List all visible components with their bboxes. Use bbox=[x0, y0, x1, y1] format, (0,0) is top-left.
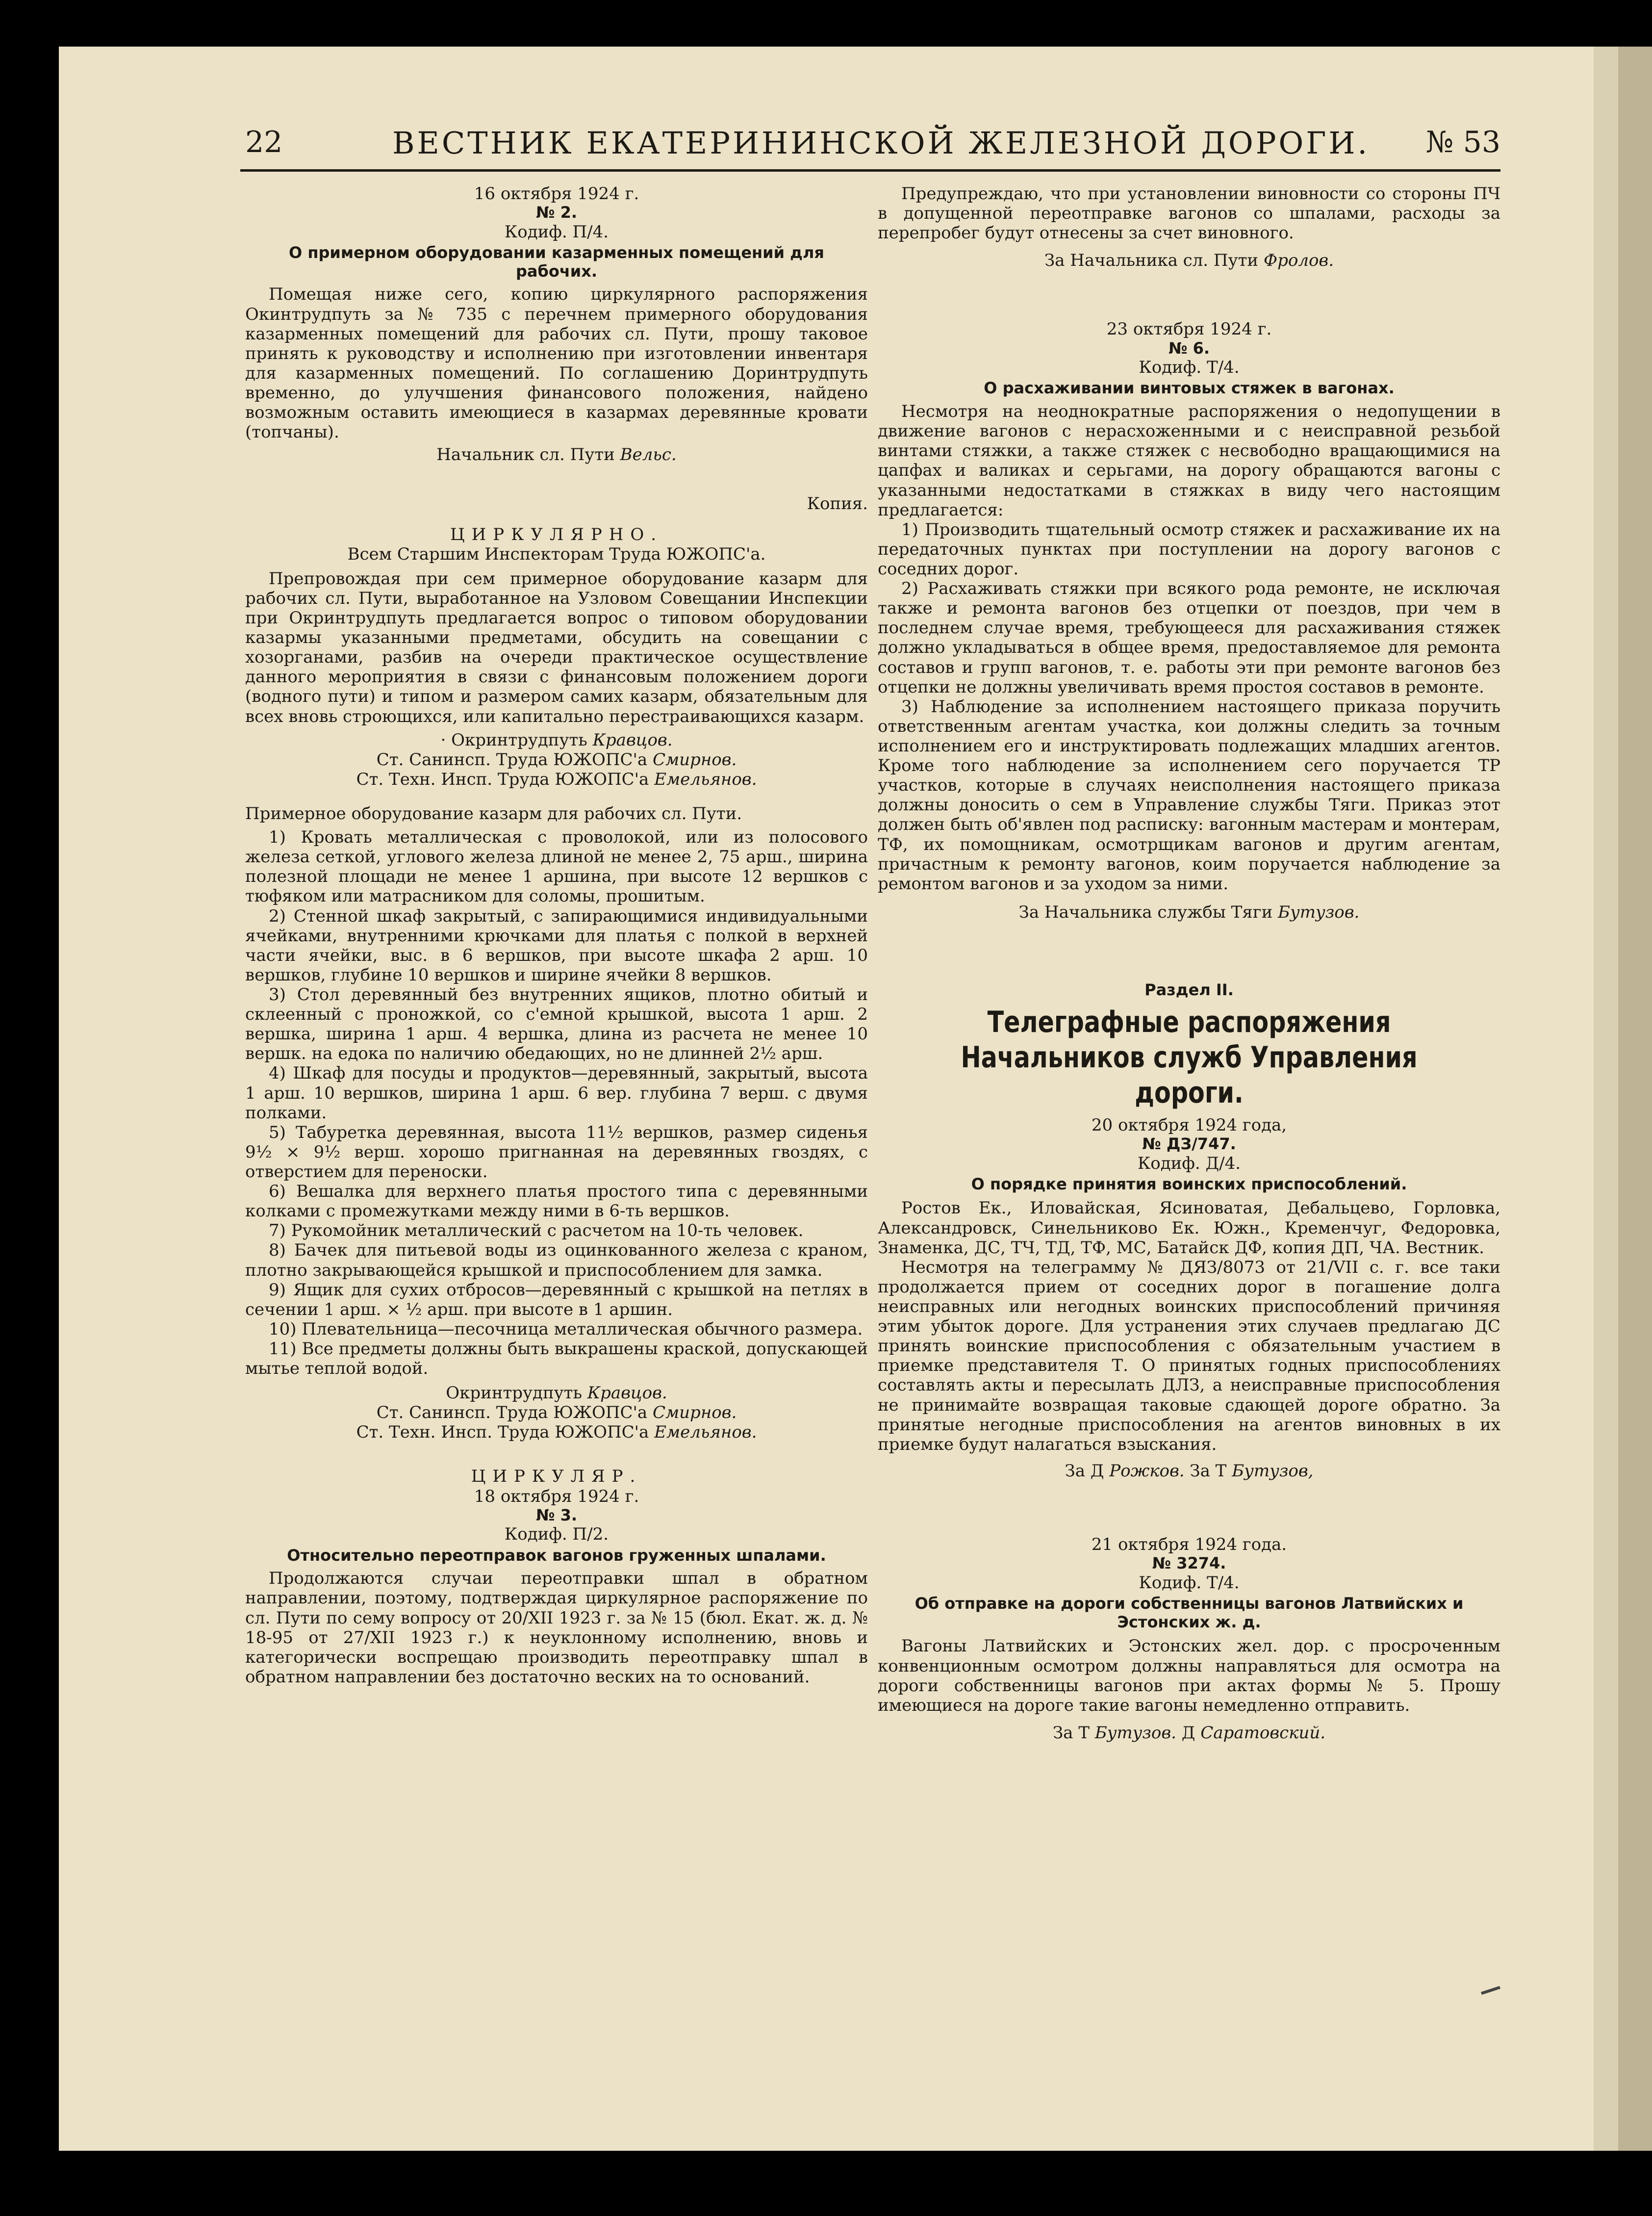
article-title: Об отправке на дороги собственницы вагонов Латвийских и Эстонских ж. д. bbox=[915, 1594, 1464, 1631]
signature bbox=[878, 1723, 1500, 1743]
article-number: № 3274. bbox=[1152, 1554, 1226, 1573]
section-label: Раздел II. bbox=[1144, 980, 1234, 999]
signature-role: За Т bbox=[1190, 1461, 1227, 1481]
signature bbox=[245, 1403, 868, 1422]
signature bbox=[878, 251, 1500, 270]
signature-role: За Начальника службы Тяги bbox=[1018, 902, 1273, 922]
article-text: Предупреждаю, что при установлении виновности со стороны ПЧ в допущенной переотправке вагонов со шпалами, расходы за перепробег будут отнесены за счет виновного. bbox=[878, 184, 1500, 243]
list-item: 3) Стол деревянный без внутренних ящиков, плотно обитый и склеенный с проножкой, со с'емной крышкой, высота 1 арш. 2 вершка, ширина 1 арш. 4 вершка, длина из расчета не менее 10 вершк. на едока по наличию обедающих, но не длинней 2½ арш. bbox=[245, 984, 868, 1064]
signature-name: Саратовский. bbox=[1200, 1723, 1326, 1743]
signature bbox=[245, 445, 868, 464]
signature-name: Вельс. bbox=[620, 445, 677, 465]
circular-text: Препровождая при сем примерное оборудование казарм для рабочих сл. Пути, выработанное на Узловом Совещании Инспекции при Окринтрудпуть предлагается вопрос о типовом оборудовании казармы указанными предметами, обсудить на совещании с хозорганами, разбив на очереди практическое осуществление данного мероприятия в связи с финансовым положением дороги (водного пути) и типом и размером самих казарм, обязательным для всех вновь строющихся, или капитально перестраивающихся казарм. bbox=[245, 568, 868, 726]
circular-heading: ЦИРКУЛЯР. bbox=[471, 1467, 642, 1487]
signature-role: За Т bbox=[1052, 1723, 1090, 1743]
article-title: О расхаживании винтовых стяжек в вагонах. bbox=[984, 379, 1395, 398]
signature bbox=[245, 1383, 868, 1403]
signature-name: Смирнов. bbox=[652, 749, 737, 770]
list-item: 9) Ящик для сухих отбросов—деревянный с крышкой на петлях в сечении 1 арш. × ½ арш. при высоте в 1 аршин. bbox=[245, 1280, 868, 1319]
signature-role: Ст. Санинсп. Труда ЮЖОПС'а bbox=[376, 1403, 648, 1423]
signature bbox=[878, 1461, 1500, 1481]
circular-heading: ЦИРКУЛЯРНО. bbox=[450, 524, 663, 544]
signature-role: За Начальника сл. Пути bbox=[1044, 251, 1259, 271]
right-column bbox=[878, 184, 1500, 1743]
article-date: 16 октября 1924 г. bbox=[474, 184, 639, 204]
section-title: Телеграфные распоряжения Начальников служб Управления дороги. bbox=[961, 1005, 1418, 1110]
article-number: № ДЗ/747. bbox=[1142, 1134, 1236, 1153]
recipients-list: Ростов Ек., Иловайская, Ясиноватая, Дебальцево, Горловка, Александровск, Синельниково Ек. Южн., Кременчуг, Федоровка, Знаменка, ДС, ТЧ, ТД, ТФ, МС, Батайск ДФ, копия ДП, ЧА. Вестник. bbox=[878, 1198, 1500, 1258]
signature-name: Кравцов. bbox=[587, 1383, 667, 1403]
article-number: № 2. bbox=[535, 203, 578, 222]
article-date: 18 октября 1924 г. bbox=[474, 1486, 639, 1506]
signature-role: Начальник сл. Пути bbox=[436, 445, 615, 465]
article-text: Вагоны Латвийских и Эстонских жел. дор. с просроченным конвенционным осмотром должны направляться для осмотра на дороги собственницы вагонов при актах формы № 5. Прошу имеющиеся на дороге такие вагоны немедленно отправить. bbox=[878, 1636, 1500, 1715]
list-title: Примерное оборудование казарм для рабочих сл. Пути. bbox=[245, 803, 742, 824]
article-code: Кодиф. П/2. bbox=[504, 1524, 609, 1545]
article-number: № 3. bbox=[535, 1505, 578, 1524]
list-item: 4) Шкаф для посуды и продуктов—деревянный, закрытый, высота 1 арш. 10 вершков, ширина 1 арш. 6 вер. глубина 7 верш. с двумя полками. bbox=[245, 1063, 868, 1123]
page-number: 22 bbox=[245, 125, 283, 159]
signature-name: Бутузов. bbox=[1278, 902, 1360, 922]
list-item: 8) Бачек для питьевой воды из оцинкованного железа с краном, плотно закрывающейся крышкой и приспособлением для замка. bbox=[245, 1240, 868, 1280]
article-text: Продолжаются случаи переотправки шпал в обратном направлении, поэтому, подтверждая циркулярное распоряжение по сл. Пути по сему вопросу от 20/XII 1923 г. за № 15 (бюл. Екат. ж. д. № 18-95 от 27/XII 1923 г.) к неуклонному исполнению, вновь и категорически воспрещаю производить переотправку шпал в обратном направлении без достаточно веских на то оснований. bbox=[245, 1569, 868, 1687]
list-item: 10) Плевательница—песочница металлическая обычного размера. bbox=[269, 1319, 863, 1339]
article-date: 20 октября 1924 года, bbox=[1091, 1115, 1287, 1135]
signature-name: Бутузов. bbox=[1094, 1723, 1176, 1743]
list-item: 2) Стенной шкаф закрытый, с запирающимися индивидуальными ячейками, внутренними крючками для платья с полкой в верхней части ячейки, выс. в 6 вершков, при высоте шкафа 2 арш. 10 вершков, глубине 10 вершков и ширине ячейки 8 вершков. bbox=[245, 906, 868, 985]
signature-name: Смирнов. bbox=[652, 1403, 737, 1423]
signature bbox=[245, 750, 868, 770]
header-rule bbox=[240, 169, 1500, 172]
article-paragraph: 3) Наблюдение за исполнением настоящего приказа поручить ответственным агентам участка, кои должны следить за точным исполнением его и инструктировать подлежащих младших агентов. Кроме того наблюдение за исполнением сего поручается ТР участков, которые в случаях неисполнения настоящего приказа должны доносить о сем в Управление службы Тяги. Приказ этот должен быть об'явлен под расписку: вагонным мастерам и монтерам, ТФ, их помощникам, осмотрщикам вагонов и другим агентам, причастным к ремонту вагонов, коим поручается наблюдение за ремонтом вагонов и за уходом за ними. bbox=[878, 696, 1500, 894]
page-edge-shadow bbox=[1618, 47, 1652, 2151]
list-item: 7) Рукомойник металлический с расчетом на 10-ть человек. bbox=[269, 1221, 804, 1241]
article-title: Относительно переотправок вагонов груженных шпалами. bbox=[287, 1546, 826, 1565]
signature-role: Ст. Санинсп. Труда ЮЖОПС'а bbox=[376, 749, 648, 770]
copy-label: Копия. bbox=[807, 494, 868, 514]
signature-role: Ст. Техн. Инсп. Труда ЮЖОПС'а bbox=[356, 769, 649, 789]
signature-name: Фролов. bbox=[1263, 251, 1334, 271]
signature-role: За Д bbox=[1065, 1461, 1104, 1481]
article-code: Кодиф. Т/4. bbox=[1139, 358, 1240, 378]
signature bbox=[245, 770, 868, 789]
journal-title: ВЕСТНИК ЕКАТЕРИНИНСКОЙ ЖЕЛЕЗНОЙ ДОРОГИ. bbox=[392, 125, 1370, 161]
article-text: Несмотря на неоднократные распоряжения о недопущении в движение вагонов с нерасхоженными и с неисправной резьбой винтами стяжки, а также стяжек с несвободно вращающимися на цапфах и валиках и серьгами, на дорогу обращаются вагоны с указанными недостатками в стяжках в виду чего настоящим предлагается: bbox=[878, 402, 1500, 520]
signature bbox=[878, 902, 1500, 922]
list-item: 6) Вешалка для верхнего платья простого типа с деревянными колками с промежутками между ними в 6-ть вершков. bbox=[245, 1182, 868, 1221]
article-text: Несмотря на телеграмму № ДЯЗ/8073 от 21/VII с. г. все таки продолжается прием от соседних дорог в погашение долга неисправных или негодных воинских приспособлений причиняя этим убыток дороге. Для устранения этих случаев предлагаю ДС принять воинские приспособления с обязательным участием в приемке представителя Т. О принятых годных приспособлениях составлять акты и пересылать ДЛЗ, а неисправные приспособления не принимайте возвращая таковые сдающей дороге обратно. За принятые негодные приспособления на агентов виновных в их приемке будут налагаться взыскания. bbox=[878, 1257, 1500, 1454]
list-item: 11) Все предметы должны быть выкрашены краской, допускающей мытье теплой водой. bbox=[245, 1339, 868, 1379]
article-code: Кодиф. Т/4. bbox=[1139, 1572, 1240, 1593]
list-item: 1) Кровать металлическая с проволокой, или из полосового железа сеткой, углового железа длиной не менее 2, 75 арш., ширина полезной площади не менее 1 аршина, при высоте 12 вершков с тюфяком или матрасником для соломы, прошитым. bbox=[245, 827, 868, 906]
article-paragraph: 2) Расхаживать стяжки при всякого рода ремонте, не исключая также и ремонта вагонов без отцепки от поездов, при чем в последнем случае время, требующееся для расхаживания стяжек должно укладываться в общее время, предоставляемое для ремонта составов и групп вагонов, т. е. работы эти при ремонте вагонов без отцепки не должны увеличивать время простоя составов в ремонте. bbox=[878, 579, 1500, 697]
signature-role: Окринтрудпуть bbox=[446, 1383, 582, 1403]
article-number: № 6. bbox=[1168, 338, 1210, 358]
signature-name: Бутузов, bbox=[1232, 1461, 1314, 1481]
article-title: О порядке принятия воинских приспособлений. bbox=[971, 1174, 1407, 1193]
article-date: 23 октября 1924 г. bbox=[1106, 319, 1272, 339]
signature bbox=[245, 730, 868, 750]
left-column bbox=[245, 184, 868, 1687]
signature-name: Рожков. bbox=[1109, 1461, 1185, 1481]
article-code: Кодиф. П/4. bbox=[504, 222, 609, 242]
signature-name: Кравцов. bbox=[592, 730, 673, 750]
signature bbox=[245, 1422, 868, 1442]
article-title: О примерном оборудовании казарменных помещений для рабочих. bbox=[289, 243, 824, 281]
signature-role: Д bbox=[1181, 1723, 1195, 1743]
article-text: Помещая ниже сего, копию циркулярного распоряжения Окинтрудпуть за № 735 с перечнем примерного оборудования казарменных помещений для рабочих сл. Пути, прошу таковое принять к руководству и исполнению при изготовлении инвентаря для казарменных помещений. По соглашению Доринтрудпуть временно, до улучшения финансового положения, найдено возможным оставить имеющиеся в казармах деревянные кровати (топчаны). bbox=[245, 284, 868, 442]
article-date: 21 октября 1924 года. bbox=[1091, 1535, 1287, 1554]
page-header bbox=[245, 125, 1500, 164]
article-code: Кодиф. Д/4. bbox=[1137, 1153, 1241, 1173]
circular-addressee: Всем Старшим Инспекторам Труда ЮЖОПС'а. bbox=[347, 544, 766, 564]
signature-name: Емельянов. bbox=[654, 1422, 757, 1443]
article-paragraph: 1) Производить тщательный осмотр стяжек и расхаживание их на передаточных пунктах при поступлении на дорогу вагонов с соседних дорог. bbox=[878, 519, 1500, 579]
signature-name: Емельянов. bbox=[654, 769, 757, 789]
signature-role: Ст. Техн. Инсп. Труда ЮЖОПС'а bbox=[356, 1422, 649, 1443]
signature-role: · Окринтрудпуть bbox=[440, 730, 587, 750]
issue-number: № 53 bbox=[1425, 125, 1500, 159]
list-item: 5) Табуретка деревянная, высота 11½ вершков, размер сиденья 9½ × 9½ верш. хорошо пригнанная на деревянных гвоздях, с отверстием для переноски. bbox=[245, 1122, 868, 1182]
